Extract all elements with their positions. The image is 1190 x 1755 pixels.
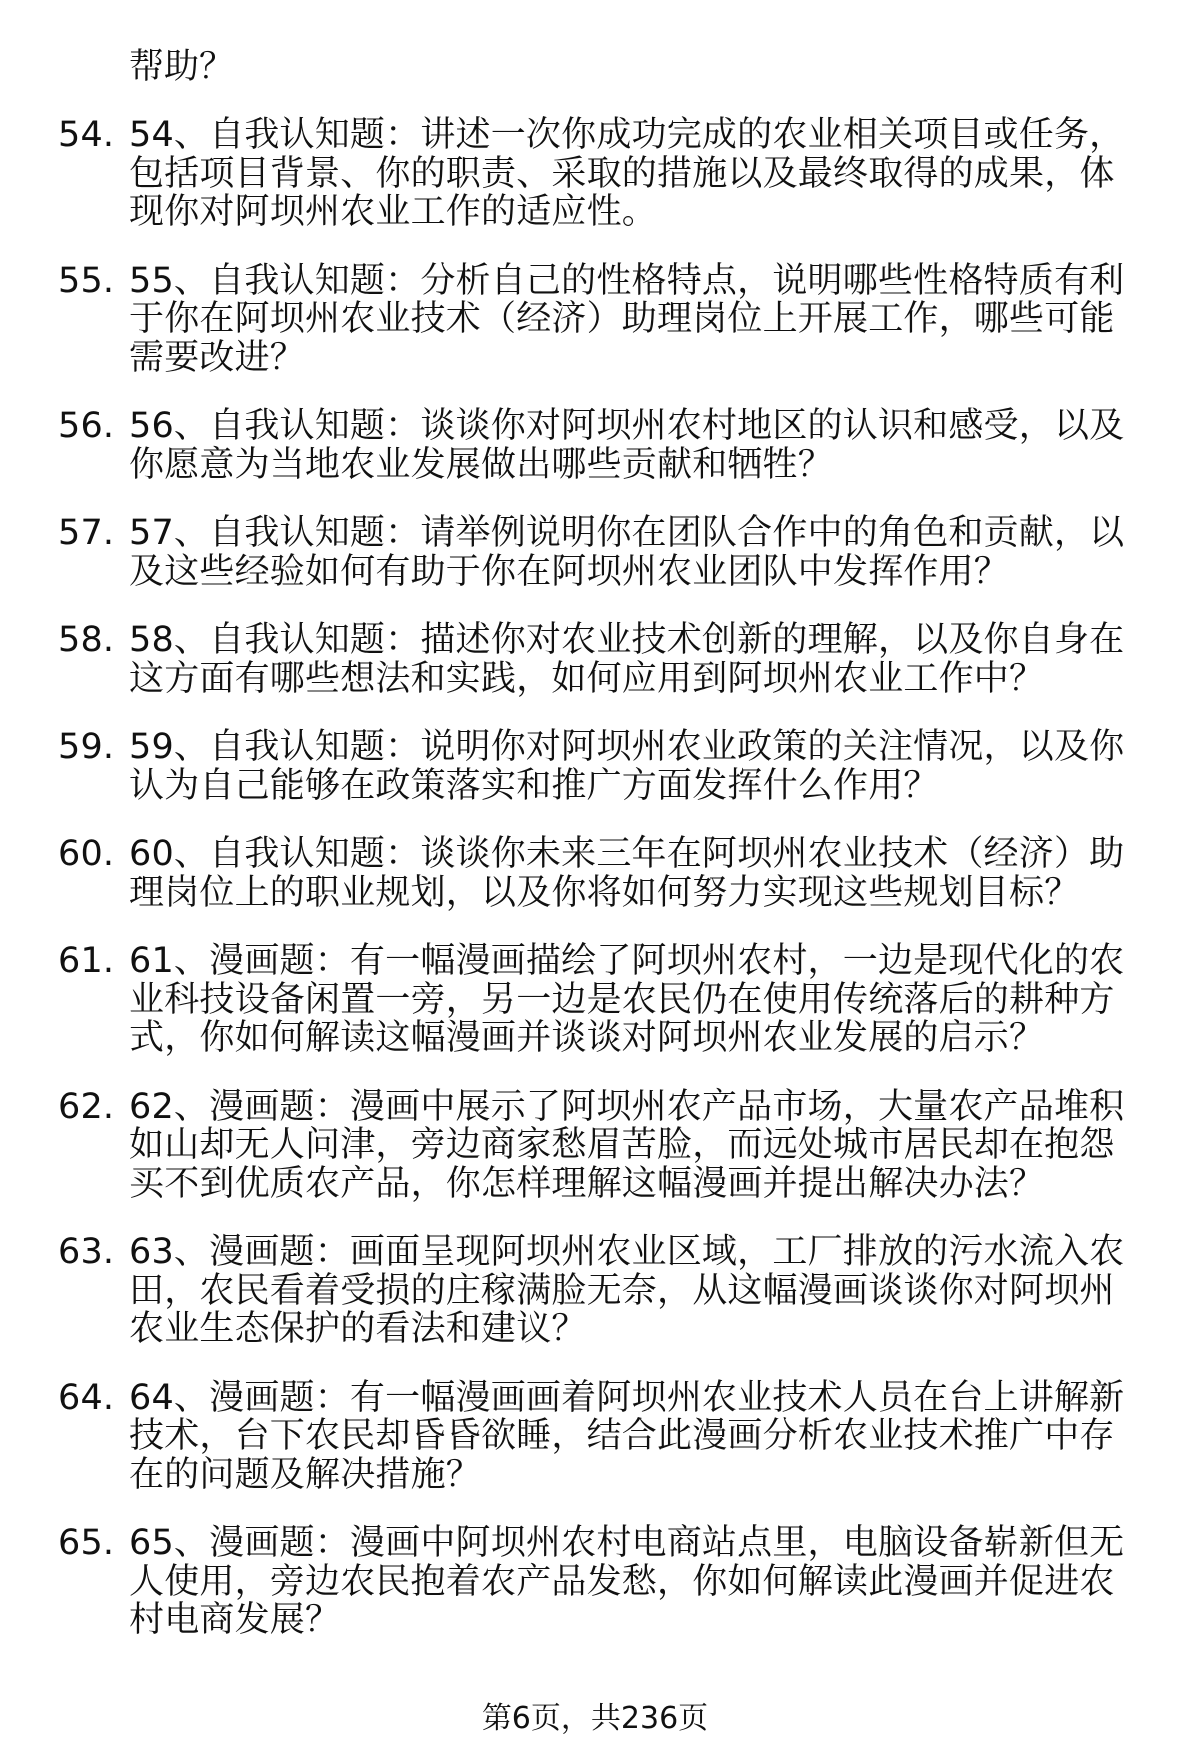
question-item — [0, 621, 1149, 698]
question-number: 55. — [58, 260, 115, 301]
question-text: 54、自我认知题：讲述一次你成功完成的农业相关项目或任务，包括项目背景、你的职责、采取的措施以及最终取得的成果，体现你对阿坝州农业工作的适应性。 — [129, 115, 1125, 232]
question-number: 65. — [58, 1523, 115, 1563]
question-number: 56. — [58, 406, 115, 446]
question-number: 54. — [58, 115, 115, 155]
question-number: 60. — [58, 834, 115, 874]
continuation-text: 帮助？ — [129, 47, 235, 87]
question-item — [0, 514, 1149, 591]
question-item — [0, 835, 1149, 912]
question-text: 55、自我认知题：分析自己的性格特点，说明哪些性格特质有利于你在阿坝州农业技术（经济）助理岗位上开展工作，哪些可能需要改进？ — [129, 260, 1125, 378]
question-text: 60、自我认知题：谈谈你未来三年在阿坝州农业技术（经济）助理岗位上的职业规划，以及你将如何努力实现这些规划目标？ — [129, 834, 1125, 913]
question-item — [0, 262, 1149, 378]
question-text: 56、自我认知题：谈谈你对阿坝州农村地区的认识和感受，以及你愿意为当地农业发展做出哪些贡献和牺牲？ — [129, 406, 1125, 485]
question-text: 63、漫画题：画面呈现阿坝州农业区域，工厂排放的污水流入农田，农民看着受损的庄稼满脸无奈，从这幅漫画谈谈你对阿坝州农业生态保护的看法和建议？ — [129, 1232, 1125, 1349]
question-text: 64、漫画题：有一幅漫画画着阿坝州农业技术人员在台上讲解新技术，台下农民却昏昏欲睡，结合此漫画分析农业技术推广中存在的问题及解决措施？ — [129, 1377, 1125, 1495]
question-text: 61、漫画题：有一幅漫画描绘了阿坝州农村，一边是现代化的农业科技设备闲置一旁，另一边是农民仍在使用传统落后的耕种方式，你如何解读这幅漫画并谈谈对阿坝州农业发展的启示？ — [129, 941, 1125, 1058]
question-item — [0, 1233, 1149, 1349]
question-text: 65、漫画题：漫画中阿坝州农村电商站点里，电脑设备崭新但无人使用，旁边农民抱着农产品发愁，你如何解读此漫画并促进农村电商发展？ — [129, 1523, 1125, 1640]
question-number: 61. — [58, 941, 115, 981]
question-number: 57. — [58, 513, 115, 553]
question-item — [0, 942, 1149, 1058]
page-footer: 第6页，共236页 — [481, 1701, 709, 1736]
question-item — [0, 1088, 1149, 1204]
question-number: 63. — [58, 1232, 115, 1272]
question-number: 58. — [58, 620, 115, 660]
question-text: 59、自我认知题：说明你对阿坝州农业政策的关注情况，以及你认为自己能够在政策落实和推广方面发挥什么作用？ — [129, 727, 1125, 806]
question-text: 57、自我认知题：请举例说明你在团队合作中的角色和贡献，以及这些经验如何有助于你在阿坝州农业团队中发挥作用？ — [129, 513, 1125, 592]
question-item — [0, 407, 1149, 484]
question-list — [0, 116, 1190, 1670]
question-number: 59. — [58, 727, 115, 767]
question-number: 64. — [58, 1377, 115, 1418]
question-item — [0, 1524, 1149, 1640]
question-text: 58、自我认知题：描述你对农业技术创新的理解，以及你自身在这方面有哪些想法和实践，如何应用到阿坝州农业工作中？ — [129, 620, 1125, 699]
question-number: 62. — [58, 1086, 115, 1127]
question-text: 62、漫画题：漫画中展示了阿坝州农产品市场，大量农产品堆积如山却无人问津，旁边商家愁眉苦脸，而远处城市居民却在抱怨买不到优质农产品，你怎样理解这幅漫画并提出解决办法？ — [129, 1086, 1125, 1204]
question-item — [0, 728, 1149, 805]
question-item — [0, 116, 1149, 232]
question-item — [0, 1379, 1149, 1495]
